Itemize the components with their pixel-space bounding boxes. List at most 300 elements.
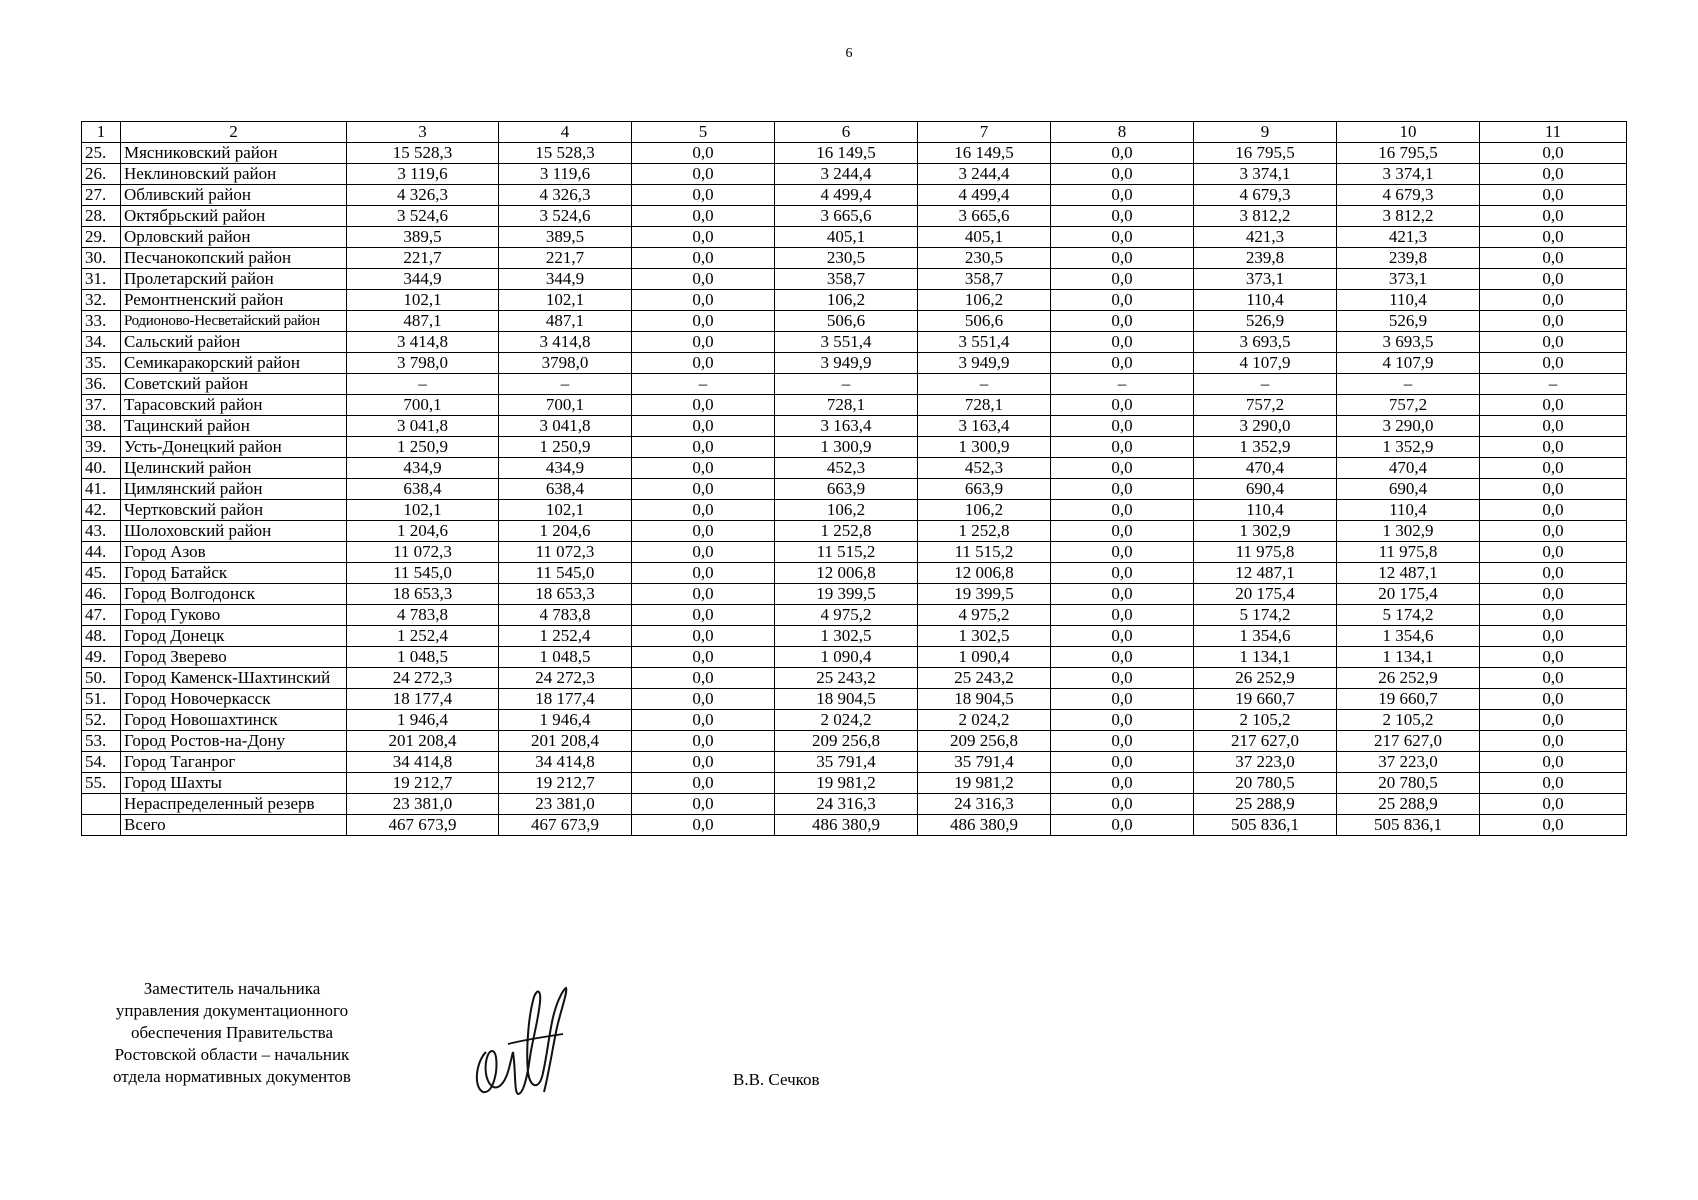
table-row [82, 269, 1627, 290]
table-row [82, 626, 1627, 647]
row-number: 38. [82, 416, 121, 437]
row-name: Ремонтненский район [121, 290, 347, 311]
value-cell-col-10: 4 107,9 [1337, 353, 1480, 374]
value-cell-col-6: 4 975,2 [775, 605, 918, 626]
row-number: 33. [82, 311, 121, 332]
value-cell-col-11: 0,0 [1480, 458, 1627, 479]
row-number: 41. [82, 479, 121, 500]
value-cell-col-5: 0,0 [632, 164, 775, 185]
value-cell-col-6: 230,5 [775, 248, 918, 269]
value-cell-col-4: 3 414,8 [499, 332, 632, 353]
table-row [82, 374, 1627, 395]
value-cell-col-11: 0,0 [1480, 710, 1627, 731]
value-cell-col-3: 344,9 [347, 269, 499, 290]
value-cell-col-7: 1 300,9 [918, 437, 1051, 458]
value-cell-col-6: 16 149,5 [775, 143, 918, 164]
row-number: 27. [82, 185, 121, 206]
table-row [82, 311, 1627, 332]
value-cell-col-11: 0,0 [1480, 731, 1627, 752]
table-header-row [82, 122, 1627, 143]
value-cell-col-11: 0,0 [1480, 626, 1627, 647]
value-cell-col-3: 221,7 [347, 248, 499, 269]
value-cell-col-9: 20 780,5 [1194, 773, 1337, 794]
value-cell-col-10: 373,1 [1337, 269, 1480, 290]
value-cell-col-8: 0,0 [1051, 500, 1194, 521]
row-name: Город Каменск-Шахтинский [121, 668, 347, 689]
value-cell-col-7: 230,5 [918, 248, 1051, 269]
value-cell-col-8: 0,0 [1051, 731, 1194, 752]
value-cell-col-11: 0,0 [1480, 248, 1627, 269]
value-cell-col-10: 26 252,9 [1337, 668, 1480, 689]
value-cell-col-11: 0,0 [1480, 668, 1627, 689]
value-cell-col-4: 201 208,4 [499, 731, 632, 752]
row-number: 49. [82, 647, 121, 668]
value-cell-col-9: 3 374,1 [1194, 164, 1337, 185]
value-cell-col-10: 421,3 [1337, 227, 1480, 248]
value-cell-col-10: 1 354,6 [1337, 626, 1480, 647]
value-cell-col-9: 690,4 [1194, 479, 1337, 500]
value-cell-col-10: 526,9 [1337, 311, 1480, 332]
value-cell-col-8: 0,0 [1051, 248, 1194, 269]
value-cell-col-8: 0,0 [1051, 332, 1194, 353]
value-cell-col-9: 26 252,9 [1194, 668, 1337, 689]
header-cell-7: 7 [918, 122, 1051, 143]
value-cell-col-11: 0,0 [1480, 605, 1627, 626]
value-cell-col-4: 700,1 [499, 395, 632, 416]
row-name: Мясниковский район [121, 143, 347, 164]
value-cell-col-7: 1 302,5 [918, 626, 1051, 647]
value-cell-col-7: 18 904,5 [918, 689, 1051, 710]
value-cell-col-11: 0,0 [1480, 542, 1627, 563]
table-row [82, 353, 1627, 374]
value-cell-col-7: 209 256,8 [918, 731, 1051, 752]
value-cell-col-8: 0,0 [1051, 227, 1194, 248]
table-row [82, 227, 1627, 248]
value-cell-col-4: 638,4 [499, 479, 632, 500]
row-number: 39. [82, 437, 121, 458]
value-cell-col-10: 2 105,2 [1337, 710, 1480, 731]
value-cell-col-7: 4 975,2 [918, 605, 1051, 626]
value-cell-col-10: 20 175,4 [1337, 584, 1480, 605]
row-name: Город Донецк [121, 626, 347, 647]
value-cell-col-7: 11 515,2 [918, 542, 1051, 563]
value-cell-col-3: 24 272,3 [347, 668, 499, 689]
value-cell-col-7: 25 243,2 [918, 668, 1051, 689]
value-cell-col-7: 3 163,4 [918, 416, 1051, 437]
value-cell-col-4: 18 177,4 [499, 689, 632, 710]
value-cell-col-6: 106,2 [775, 500, 918, 521]
row-number: 55. [82, 773, 121, 794]
value-cell-col-8: – [1051, 374, 1194, 395]
table-row [82, 815, 1627, 836]
value-cell-col-9: 4 107,9 [1194, 353, 1337, 374]
value-cell-col-5: 0,0 [632, 248, 775, 269]
value-cell-col-4: 3 524,6 [499, 206, 632, 227]
value-cell-col-5: 0,0 [632, 311, 775, 332]
signer-name: В.В. Сечков [733, 1070, 820, 1089]
value-cell-col-9: 373,1 [1194, 269, 1337, 290]
value-cell-col-11: – [1480, 374, 1627, 395]
value-cell-col-7: 4 499,4 [918, 185, 1051, 206]
value-cell-col-3: 4 326,3 [347, 185, 499, 206]
value-cell-col-5: 0,0 [632, 647, 775, 668]
value-cell-col-7: 35 791,4 [918, 752, 1051, 773]
value-cell-col-6: 728,1 [775, 395, 918, 416]
value-cell-col-7: 106,2 [918, 500, 1051, 521]
value-cell-col-10: 16 795,5 [1337, 143, 1480, 164]
value-cell-col-10: 3 290,0 [1337, 416, 1480, 437]
value-cell-col-4: 102,1 [499, 290, 632, 311]
value-cell-col-6: 1 252,8 [775, 521, 918, 542]
value-cell-col-9: 11 975,8 [1194, 542, 1337, 563]
value-cell-col-8: 0,0 [1051, 164, 1194, 185]
value-cell-col-5: 0,0 [632, 563, 775, 584]
row-name: Всего [121, 815, 347, 836]
header-cell-5: 5 [632, 122, 775, 143]
value-cell-col-3: 487,1 [347, 311, 499, 332]
value-cell-col-4: – [499, 374, 632, 395]
value-cell-col-8: 0,0 [1051, 647, 1194, 668]
value-cell-col-9: 20 175,4 [1194, 584, 1337, 605]
value-cell-col-8: 0,0 [1051, 311, 1194, 332]
value-cell-col-4: 19 212,7 [499, 773, 632, 794]
value-cell-col-9: 37 223,0 [1194, 752, 1337, 773]
value-cell-col-10: 1 352,9 [1337, 437, 1480, 458]
header-cell-1: 1 [82, 122, 121, 143]
value-cell-col-10: 1 134,1 [1337, 647, 1480, 668]
row-name: Семикаракорский район [121, 353, 347, 374]
value-cell-col-3: 1 048,5 [347, 647, 499, 668]
value-cell-col-8: 0,0 [1051, 269, 1194, 290]
value-cell-col-3: 201 208,4 [347, 731, 499, 752]
table-row [82, 206, 1627, 227]
value-cell-col-9: 2 105,2 [1194, 710, 1337, 731]
header-cell-10: 10 [1337, 122, 1480, 143]
value-cell-col-5: 0,0 [632, 710, 775, 731]
value-cell-col-3: 3 414,8 [347, 332, 499, 353]
row-number: 44. [82, 542, 121, 563]
value-cell-col-3: 19 212,7 [347, 773, 499, 794]
row-name: Нераспределенный резерв [121, 794, 347, 815]
value-cell-col-5: 0,0 [632, 521, 775, 542]
value-cell-col-7: 663,9 [918, 479, 1051, 500]
value-cell-col-10: 20 780,5 [1337, 773, 1480, 794]
signer-position-line: Ростовской области – начальник [114, 1045, 350, 1064]
value-cell-col-5: 0,0 [632, 143, 775, 164]
row-number: 43. [82, 521, 121, 542]
value-cell-col-10: 1 302,9 [1337, 521, 1480, 542]
value-cell-col-3: 1 250,9 [347, 437, 499, 458]
value-cell-col-4: 1 204,6 [499, 521, 632, 542]
value-cell-col-7: 3 665,6 [918, 206, 1051, 227]
page-number: 6 [845, 46, 853, 61]
signer-position-line: Заместитель начальника [143, 979, 321, 998]
row-name: Родионово-Несветайский район [121, 311, 347, 332]
value-cell-col-11: 0,0 [1480, 584, 1627, 605]
value-cell-col-4: 34 414,8 [499, 752, 632, 773]
value-cell-col-4: 1 946,4 [499, 710, 632, 731]
table-row [82, 248, 1627, 269]
value-cell-col-8: 0,0 [1051, 710, 1194, 731]
value-cell-col-11: 0,0 [1480, 815, 1627, 836]
row-name: Орловский район [121, 227, 347, 248]
table-row [82, 689, 1627, 710]
value-cell-col-7: – [918, 374, 1051, 395]
table-row [82, 647, 1627, 668]
value-cell-col-4: 3 041,8 [499, 416, 632, 437]
row-number: 52. [82, 710, 121, 731]
signer-position-line: отдела нормативных документов [113, 1067, 351, 1086]
row-name: Город Азов [121, 542, 347, 563]
row-number: 36. [82, 374, 121, 395]
value-cell-col-11: 0,0 [1480, 479, 1627, 500]
row-number: 28. [82, 206, 121, 227]
value-cell-col-10: 3 693,5 [1337, 332, 1480, 353]
value-cell-col-5: 0,0 [632, 437, 775, 458]
header-cell-6: 6 [775, 122, 918, 143]
row-number: 42. [82, 500, 121, 521]
value-cell-col-9: 4 679,3 [1194, 185, 1337, 206]
value-cell-col-10: 110,4 [1337, 290, 1480, 311]
value-cell-col-8: 0,0 [1051, 542, 1194, 563]
value-cell-col-6: 3 163,4 [775, 416, 918, 437]
value-cell-col-11: 0,0 [1480, 563, 1627, 584]
row-number: 40. [82, 458, 121, 479]
value-cell-col-5: 0,0 [632, 668, 775, 689]
value-cell-col-9: 3 290,0 [1194, 416, 1337, 437]
table-row [82, 500, 1627, 521]
row-number: 25. [82, 143, 121, 164]
table-row [82, 710, 1627, 731]
value-cell-col-6: – [775, 374, 918, 395]
row-number: 37. [82, 395, 121, 416]
value-cell-col-7: 19 981,2 [918, 773, 1051, 794]
value-cell-col-8: 0,0 [1051, 143, 1194, 164]
row-name: Советский район [121, 374, 347, 395]
value-cell-col-3: 4 783,8 [347, 605, 499, 626]
value-cell-col-10: 11 975,8 [1337, 542, 1480, 563]
value-cell-col-7: 16 149,5 [918, 143, 1051, 164]
value-cell-col-5: 0,0 [632, 542, 775, 563]
value-cell-col-3: 3 119,6 [347, 164, 499, 185]
value-cell-col-5: 0,0 [632, 458, 775, 479]
value-cell-col-10: 3 374,1 [1337, 164, 1480, 185]
value-cell-col-6: 1 300,9 [775, 437, 918, 458]
value-cell-col-6: 25 243,2 [775, 668, 918, 689]
value-cell-col-11: 0,0 [1480, 311, 1627, 332]
row-name: Шолоховский район [121, 521, 347, 542]
value-cell-col-10: 37 223,0 [1337, 752, 1480, 773]
value-cell-col-5: 0,0 [632, 773, 775, 794]
value-cell-col-6: 209 256,8 [775, 731, 918, 752]
value-cell-col-6: 3 665,6 [775, 206, 918, 227]
table-row [82, 458, 1627, 479]
value-cell-col-9: 25 288,9 [1194, 794, 1337, 815]
value-cell-col-7: 728,1 [918, 395, 1051, 416]
value-cell-col-8: 0,0 [1051, 458, 1194, 479]
value-cell-col-8: 0,0 [1051, 521, 1194, 542]
value-cell-col-7: 3 551,4 [918, 332, 1051, 353]
row-number: 31. [82, 269, 121, 290]
value-cell-col-10: 3 812,2 [1337, 206, 1480, 227]
value-cell-col-11: 0,0 [1480, 332, 1627, 353]
value-cell-col-11: 0,0 [1480, 269, 1627, 290]
value-cell-col-9: 12 487,1 [1194, 563, 1337, 584]
table-row [82, 752, 1627, 773]
row-name: Цимлянский район [121, 479, 347, 500]
table-row [82, 668, 1627, 689]
value-cell-col-11: 0,0 [1480, 164, 1627, 185]
row-name: Октябрьский район [121, 206, 347, 227]
value-cell-col-4: 434,9 [499, 458, 632, 479]
table-row [82, 605, 1627, 626]
table-row [82, 437, 1627, 458]
value-cell-col-9: 757,2 [1194, 395, 1337, 416]
value-cell-col-8: 0,0 [1051, 290, 1194, 311]
value-cell-col-6: 3 244,4 [775, 164, 918, 185]
value-cell-col-6: 358,7 [775, 269, 918, 290]
value-cell-col-8: 0,0 [1051, 689, 1194, 710]
value-cell-col-10: 4 679,3 [1337, 185, 1480, 206]
value-cell-col-6: 2 024,2 [775, 710, 918, 731]
header-cell-11: 11 [1480, 122, 1627, 143]
value-cell-col-7: 19 399,5 [918, 584, 1051, 605]
header-cell-4: 4 [499, 122, 632, 143]
value-cell-col-8: 0,0 [1051, 752, 1194, 773]
value-cell-col-10: 25 288,9 [1337, 794, 1480, 815]
row-name: Город Новошахтинск [121, 710, 347, 731]
value-cell-col-9: 1 134,1 [1194, 647, 1337, 668]
row-name: Город Батайск [121, 563, 347, 584]
value-cell-col-8: 0,0 [1051, 794, 1194, 815]
value-cell-col-9: 110,4 [1194, 290, 1337, 311]
value-cell-col-11: 0,0 [1480, 521, 1627, 542]
value-cell-col-9: 3 812,2 [1194, 206, 1337, 227]
value-cell-col-3: – [347, 374, 499, 395]
value-cell-col-10: 12 487,1 [1337, 563, 1480, 584]
value-cell-col-4: 1 048,5 [499, 647, 632, 668]
value-cell-col-8: 0,0 [1051, 773, 1194, 794]
value-cell-col-8: 0,0 [1051, 605, 1194, 626]
value-cell-col-4: 102,1 [499, 500, 632, 521]
row-number: 26. [82, 164, 121, 185]
value-cell-col-8: 0,0 [1051, 416, 1194, 437]
value-cell-col-9: 239,8 [1194, 248, 1337, 269]
row-number: 45. [82, 563, 121, 584]
table-row [82, 563, 1627, 584]
value-cell-col-8: 0,0 [1051, 668, 1194, 689]
value-cell-col-11: 0,0 [1480, 353, 1627, 374]
value-cell-col-4: 11 545,0 [499, 563, 632, 584]
value-cell-col-4: 1 252,4 [499, 626, 632, 647]
row-name: Тацинский район [121, 416, 347, 437]
value-cell-col-9: 421,3 [1194, 227, 1337, 248]
value-cell-col-3: 18 653,3 [347, 584, 499, 605]
signer-position-line: управления документационного [115, 1001, 349, 1020]
value-cell-col-6: 1 090,4 [775, 647, 918, 668]
value-cell-col-5: 0,0 [632, 227, 775, 248]
value-cell-col-6: 3 551,4 [775, 332, 918, 353]
value-cell-col-11: 0,0 [1480, 773, 1627, 794]
table-row [82, 164, 1627, 185]
row-number: 51. [82, 689, 121, 710]
value-cell-col-11: 0,0 [1480, 647, 1627, 668]
value-cell-col-4: 24 272,3 [499, 668, 632, 689]
value-cell-col-7: 3 244,4 [918, 164, 1051, 185]
value-cell-col-3: 3 524,6 [347, 206, 499, 227]
value-cell-col-3: 15 528,3 [347, 143, 499, 164]
row-number: 54. [82, 752, 121, 773]
table-row [82, 395, 1627, 416]
value-cell-col-8: 0,0 [1051, 206, 1194, 227]
row-number: 47. [82, 605, 121, 626]
row-number: 35. [82, 353, 121, 374]
value-cell-col-7: 3 949,9 [918, 353, 1051, 374]
row-name: Песчанокопский район [121, 248, 347, 269]
value-cell-col-4: 221,7 [499, 248, 632, 269]
table-row [82, 731, 1627, 752]
value-cell-col-9: 526,9 [1194, 311, 1337, 332]
value-cell-col-4: 4 326,3 [499, 185, 632, 206]
value-cell-col-6: 405,1 [775, 227, 918, 248]
value-cell-col-7: 2 024,2 [918, 710, 1051, 731]
value-cell-col-8: 0,0 [1051, 563, 1194, 584]
handwritten-signature [468, 982, 578, 1097]
value-cell-col-7: 452,3 [918, 458, 1051, 479]
value-cell-col-9: 3 693,5 [1194, 332, 1337, 353]
row-number [82, 794, 121, 815]
value-cell-col-3: 34 414,8 [347, 752, 499, 773]
value-cell-col-7: 1 090,4 [918, 647, 1051, 668]
table-row [82, 794, 1627, 815]
value-cell-col-9: 110,4 [1194, 500, 1337, 521]
value-cell-col-9: 1 302,9 [1194, 521, 1337, 542]
row-name: Город Волгодонск [121, 584, 347, 605]
value-cell-col-8: 0,0 [1051, 437, 1194, 458]
value-cell-col-7: 12 006,8 [918, 563, 1051, 584]
value-cell-col-7: 1 252,8 [918, 521, 1051, 542]
value-cell-col-5: 0,0 [632, 416, 775, 437]
value-cell-col-9: 505 836,1 [1194, 815, 1337, 836]
table-row [82, 479, 1627, 500]
value-cell-col-6: 663,9 [775, 479, 918, 500]
value-cell-col-6: 1 302,5 [775, 626, 918, 647]
value-cell-col-10: 239,8 [1337, 248, 1480, 269]
value-cell-col-11: 0,0 [1480, 794, 1627, 815]
value-cell-col-5: 0,0 [632, 815, 775, 836]
value-cell-col-8: 0,0 [1051, 185, 1194, 206]
value-cell-col-5: 0,0 [632, 395, 775, 416]
table-row [82, 143, 1627, 164]
value-cell-col-6: 35 791,4 [775, 752, 918, 773]
value-cell-col-3: 1 252,4 [347, 626, 499, 647]
value-cell-col-7: 24 316,3 [918, 794, 1051, 815]
row-name: Город Новочеркасск [121, 689, 347, 710]
value-cell-col-11: 0,0 [1480, 689, 1627, 710]
value-cell-col-7: 405,1 [918, 227, 1051, 248]
value-cell-col-10: 5 174,2 [1337, 605, 1480, 626]
table-row [82, 542, 1627, 563]
row-number: 46. [82, 584, 121, 605]
value-cell-col-7: 358,7 [918, 269, 1051, 290]
value-cell-col-9: 19 660,7 [1194, 689, 1337, 710]
table-row [82, 584, 1627, 605]
data-table [81, 121, 1627, 836]
row-name: Город Гуково [121, 605, 347, 626]
row-name: Усть-Донецкий район [121, 437, 347, 458]
row-name: Город Таганрог [121, 752, 347, 773]
value-cell-col-11: 0,0 [1480, 752, 1627, 773]
